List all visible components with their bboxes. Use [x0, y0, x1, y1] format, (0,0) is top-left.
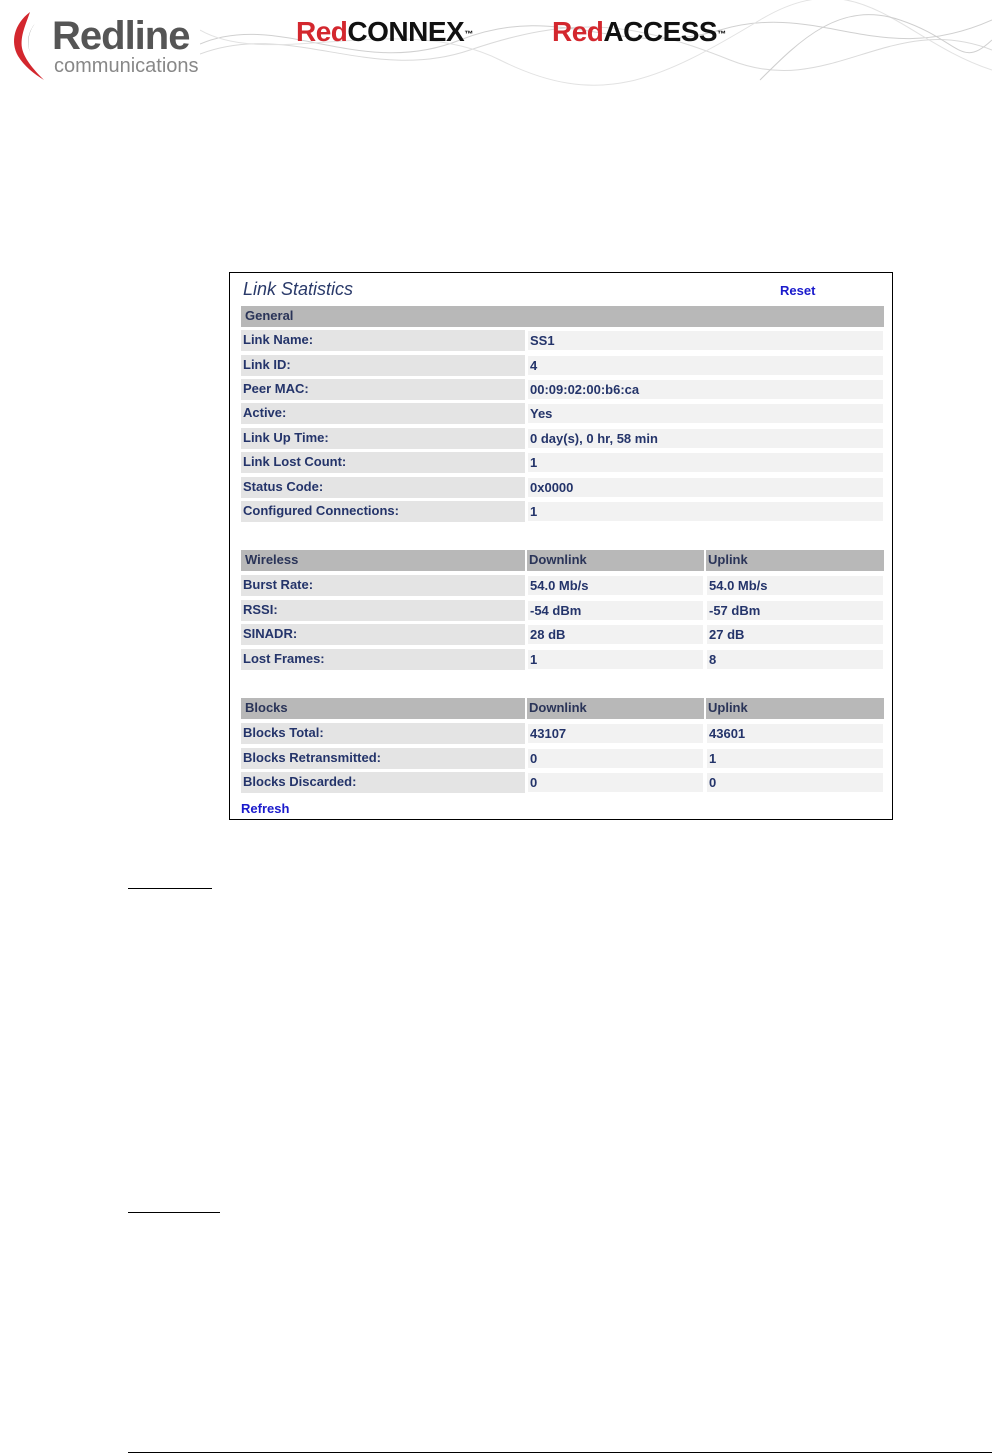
redline-mark-icon: [8, 10, 48, 82]
panel-title: Link Statistics: [243, 279, 354, 299]
link-statistics-panel: Link Statistics Reset General Link Name: SS1 Link ID: 4 Peer MAC: 00:09:02:00:b6:ca Active: Yes Link Up Time: 0 day(s), 0 hr, 58 min Link Lost Count: 1 Status Code: 0x0000 Configured Connections: 1 Wireless Downlink Uplink Burst Rate: 54.0 Mb/s 54.0 Mb/s RSSI: -54 dBm -57 dBm SINADR: 28 dB 27 dB Lost Frames: 1 8 Blocks Downlink Uplink Blocks Total: 43107 43601 Blocks Retransmitted: 0 1 Blocks Discarded: 0 0 Refresh: [229, 272, 893, 820]
reset-link[interactable]: Reset: [780, 283, 816, 298]
product-redaccess: RedACCESS™: [552, 16, 726, 47]
document-header: [0, 0, 992, 88]
refresh-link[interactable]: Refresh: [241, 801, 290, 816]
company-subtitle: communications: [54, 55, 199, 77]
section-underline: [128, 888, 212, 889]
redline-logo: [8, 8, 218, 84]
product-redconnex: RedCONNEX™: [296, 16, 473, 47]
footer-rule: [128, 1452, 992, 1453]
section-underline: [128, 1212, 220, 1213]
company-name: Redline: [52, 14, 190, 58]
